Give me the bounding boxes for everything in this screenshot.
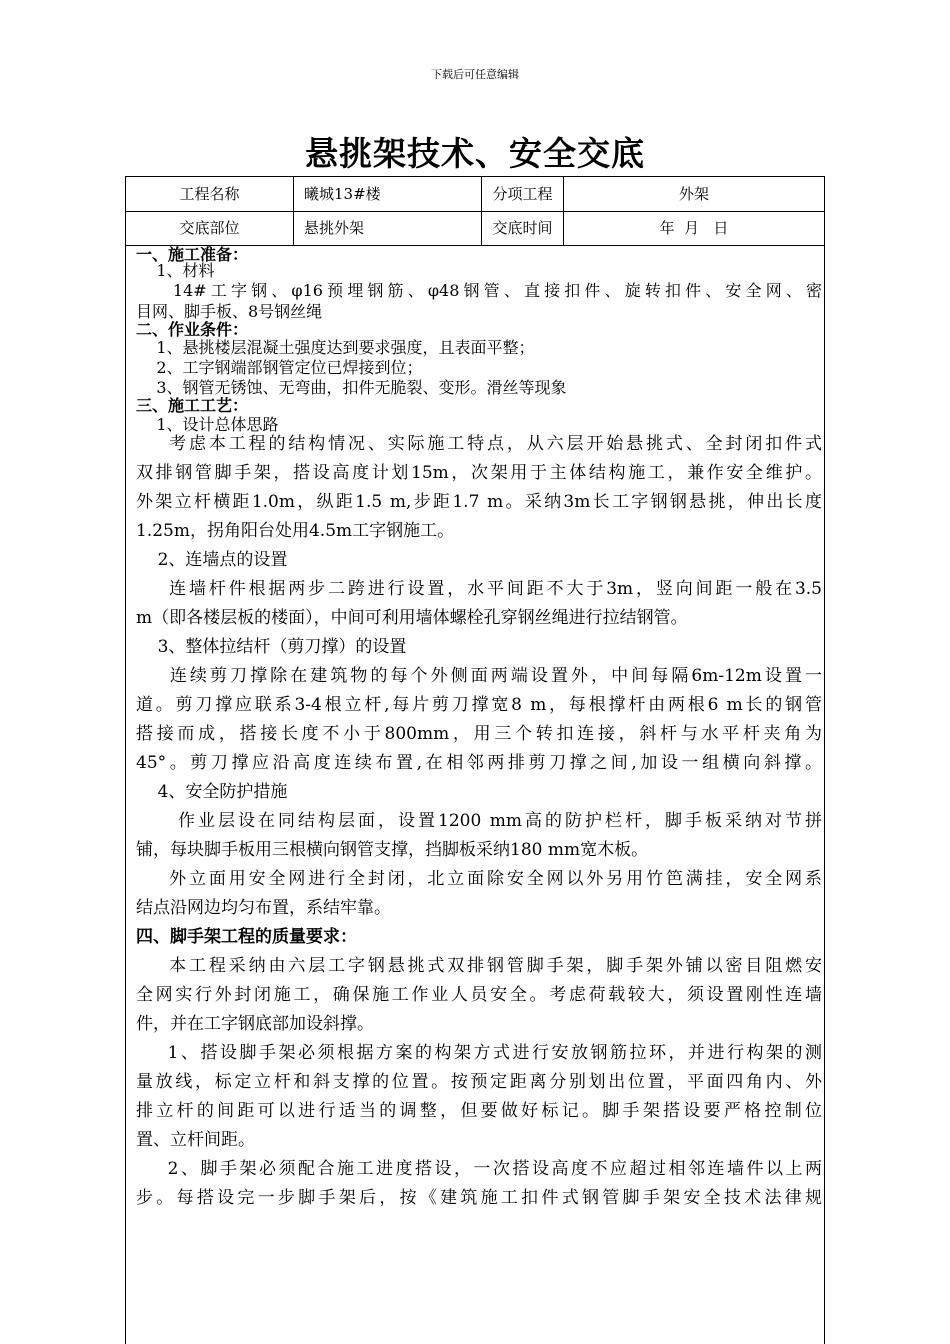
project-name-value: 曦城13#楼: [294, 177, 482, 211]
body-line: 搭接而成，搭接长度不小于800mm，用三个转扣连接，斜杆与水平杆夹角为: [136, 724, 822, 744]
body-line: 外架立杆横距1.0m，纵距1.5 m,步距1.7 m。采纳3m长工字钢钢悬挑，伸出长度: [136, 492, 822, 512]
body-line: 双排钢管脚手架，搭设高度计划15m，次架用于主体结构施工，兼作安全维护。: [136, 463, 822, 483]
info-row-1: [126, 177, 824, 212]
body-line: 道。剪刀撑应联系3-4根立杆,每片剪刀撑宽8 m，每根撑杆由两根6 m长的钢管: [136, 695, 822, 715]
section-heading: 四、脚手架工程的质量要求：: [136, 927, 357, 947]
section-heading: 一、施工准备：: [136, 245, 249, 264]
body-line: 本工程采纳由六层工字钢悬挑式双排钢管脚手架，脚手架外铺以密目阻燃安: [136, 956, 822, 976]
body-line: 连墙杆件根据两步二跨进行设置，水平间距不大于3m，竖向间距一般在3.5: [136, 579, 822, 599]
section-heading: 二、作业条件：: [136, 320, 249, 339]
project-name-label: 工程名称: [126, 177, 294, 211]
body-line: 2、工字钢端部钢管定位已焊接到位；: [136, 358, 423, 377]
body-line: 连续剪刀撑除在建筑物的每个外侧面两端设置外，中间每隔6m-12m设置一: [136, 666, 822, 686]
body-line: 3、钢管无锈蚀、无弯曲，扣件无脆裂、变形。滑丝等现象: [136, 378, 567, 397]
location-value: 悬挑外架: [294, 211, 482, 245]
body-line: 结点沿网边均匀布置，系结牢靠。: [136, 898, 391, 918]
body-line: 件，并在工字钢底部加设斜撑。: [136, 1014, 374, 1034]
body-line: 全网实行外封闭施工，确保施工作业人员安全。考虑荷载较大，须设置刚性连墙: [136, 985, 822, 1005]
body-line: 2、连墙点的设置: [136, 550, 288, 570]
location-label: 交底部位: [126, 211, 294, 245]
sub-item-value: 外架: [678, 185, 709, 203]
body-line: 1.25m，拐角阳台处用4.5m工字钢施工。: [136, 521, 455, 541]
body-line: 45°。剪刀撑应沿高度连续布置,在相邻两排剪刀撑之间,加设一组横向斜撑。: [136, 753, 822, 773]
header-note: 下载后可任意编辑: [431, 68, 519, 81]
body-line: 1、悬挑楼层混凝土强度达到要求强度，且表面平整；: [136, 338, 535, 357]
body-line: 量放线，标定立杆和斜支撑的位置。按预定距离分别划出位置，平面四角内、外: [136, 1072, 822, 1092]
body-line: 2、脚手架必须配合施工进度搭设，一次搭设高度不应超过相邻连墙件以上两: [136, 1159, 822, 1179]
disclosure-table: [125, 176, 825, 1344]
body-line: 置、立杆间距。: [136, 1130, 255, 1150]
body-line: 1、搭设脚手架必须根据方案的构架方式进行安放钢筋拉环，并进行构架的测: [136, 1043, 822, 1063]
body-line: 1、设计总体思路: [136, 415, 279, 434]
date-value: 年 月 日: [659, 219, 729, 237]
body-line: 作业层设在同结构层面，设置1200 mm高的防护栏杆，脚手板采纳对节拼: [136, 811, 822, 831]
body-line: 考虑本工程的结构情况、实际施工特点，从六层开始悬挑式、全封闭扣件式: [136, 434, 822, 454]
body-line: 3、整体拉结杆（剪刀撑）的设置: [136, 637, 407, 657]
body-line: 目网、脚手板、8号钢丝绳: [136, 302, 323, 321]
body-line: 1、材料: [136, 261, 215, 280]
body-line: 步。每搭设完一步脚手架后，按《建筑施工扣件式钢管脚手架安全技术法律规: [136, 1188, 822, 1208]
body-line: 排立杆的间距可以进行适当的调整，但要做好标记。脚手架搭设要严格控制位: [136, 1101, 822, 1121]
body-line: 外立面用安全网进行全封闭，北立面除安全网以外另用竹笆满挂，安全网系: [136, 869, 822, 889]
body-line: m（即各楼层板的楼面），中间可利用墙体螺栓孔穿钢丝绳进行拉结钢管。: [136, 608, 688, 628]
body-line: 4、安全防护措施: [136, 782, 288, 802]
sub-item-label: 分项工程: [482, 177, 564, 211]
info-row-2: [126, 211, 824, 246]
body-line: 14#工字钢、φ16预埋钢筋、φ48钢管、直接扣件、旋转扣件、安全网、密: [136, 281, 822, 300]
document-title: 悬挑架技术、安全交底: [305, 134, 645, 173]
date-label: 交底时间: [482, 211, 564, 245]
body-line: 铺，每块脚手板用三根横向钢管支撑，挡脚板采纳180 mm宽木板。: [136, 840, 649, 860]
section-heading: 三、施工工艺：: [136, 396, 249, 415]
